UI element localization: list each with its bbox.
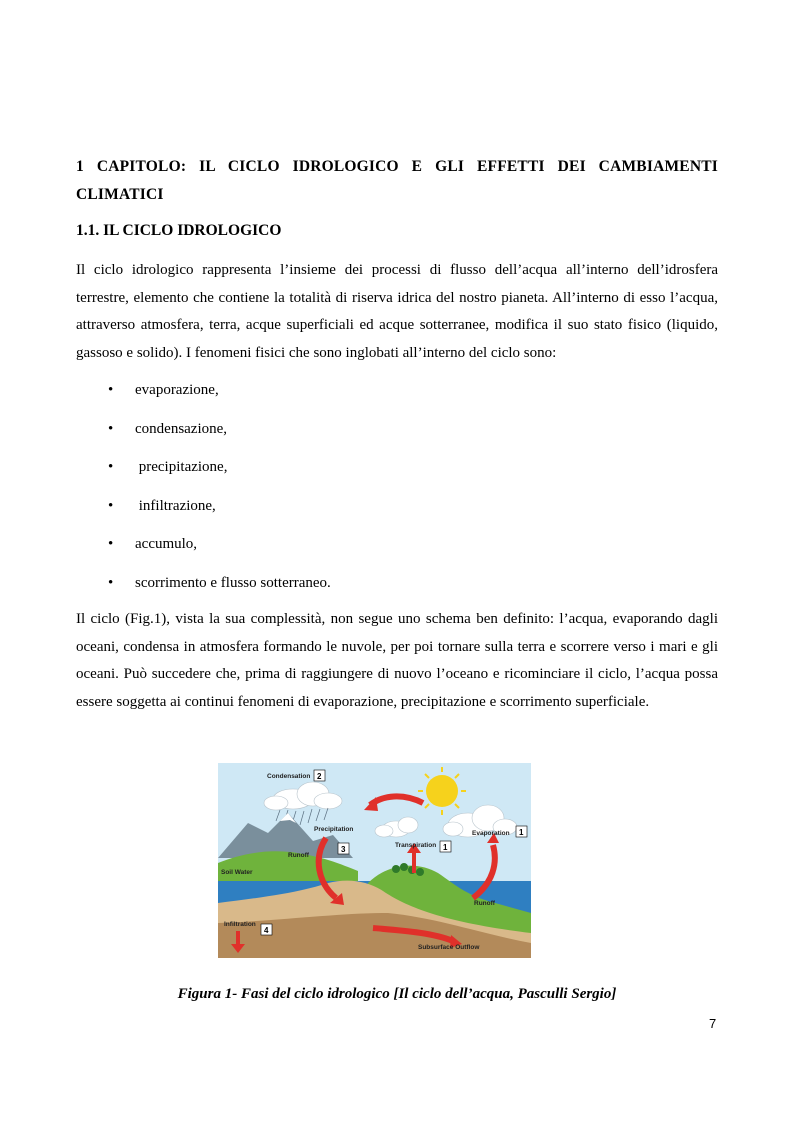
subsurface-outflow-label: Subsurface Outflow (418, 944, 480, 951)
bullet-icon: • (108, 420, 114, 437)
condensation-number: 2 (317, 772, 322, 781)
condensation-label: Condensation (267, 773, 311, 780)
cycle-paragraph: Il ciclo (Fig.1), vista la sua complessità, non segue uno schema ben definito: l’acqua, evaporando dagli oceani, condensa in atmosfera formando le nuvole, per poi tornare sulla terra e scorrere verso i mari e gli oceani. Può succedere che, prima di raggiungere di nuovo l’oceano e ricominciare il ciclo, l’acqua possa essere soggetta ai continui fenomeni di evaporazione, precipitazione e scorrimento superficiale. (76, 611, 718, 710)
section-heading: 1.1. IL CICLO IDROLOGICO (76, 222, 282, 239)
list-item: • infiltrazione, (108, 492, 331, 531)
transpiration-number: 1 (443, 843, 448, 852)
precipitation-number: 3 (341, 845, 346, 854)
figure-caption: Figura 1- Fasi del ciclo idrologico [Il ciclo dell’acqua, Pasculli Sergio] (177, 986, 617, 1002)
bullet-icon: • (108, 459, 114, 475)
phases-list (108, 376, 331, 607)
runoff-coast-label: Runoff (474, 900, 495, 907)
list-item: • evaporazione, (108, 376, 331, 415)
intro-paragraph: Il ciclo idrologico rappresenta l’insieme dei processi di flusso dell’acqua all’interno dell’idrosfera terrestre, elemento che contiene la totalità di riserva idrica del nostro pianeta. All’interno di esso l’acqua, attraverso atmosfera, terra, acque superficiali ed acque sotterranee, modifica il suo stato fisico (liquido, gassoso e solido). I fenomeni fisici che sono inglobati all’interno del ciclo sono: (76, 262, 718, 361)
infiltration-label: Infiltration (224, 921, 256, 928)
evaporation-label: Evaporation (472, 830, 510, 837)
list-item: • precipitazione, (108, 453, 331, 492)
runoff-hill-label: Runoff (288, 852, 309, 859)
bullet-icon: • (108, 536, 114, 552)
list-item: • scorrimento e flusso sotterraneo. (108, 569, 331, 608)
bullet-icon: • (108, 497, 114, 514)
bullet-icon: • (108, 382, 114, 398)
page-number: 7 (709, 1016, 717, 1031)
list-item: • condensazione, (108, 415, 331, 454)
transpiration-label: Transpiration (395, 842, 437, 849)
list-item: • accumulo, (108, 530, 331, 569)
chapter-heading: 1 CAPITOLO: IL CICLO IDROLOGICO E GLI EFFETTI DEI CAMBIAMENTI CLIMATICI (76, 158, 718, 203)
infiltration-number: 4 (264, 926, 269, 935)
precipitation-label: Precipitation (314, 826, 354, 833)
soil-water-label: Soil Water (221, 869, 253, 876)
evaporation-number: 1 (519, 828, 524, 837)
water-cycle-figure (218, 763, 531, 958)
water-cycle-diagram (218, 763, 531, 958)
bullet-icon: • (108, 574, 114, 591)
